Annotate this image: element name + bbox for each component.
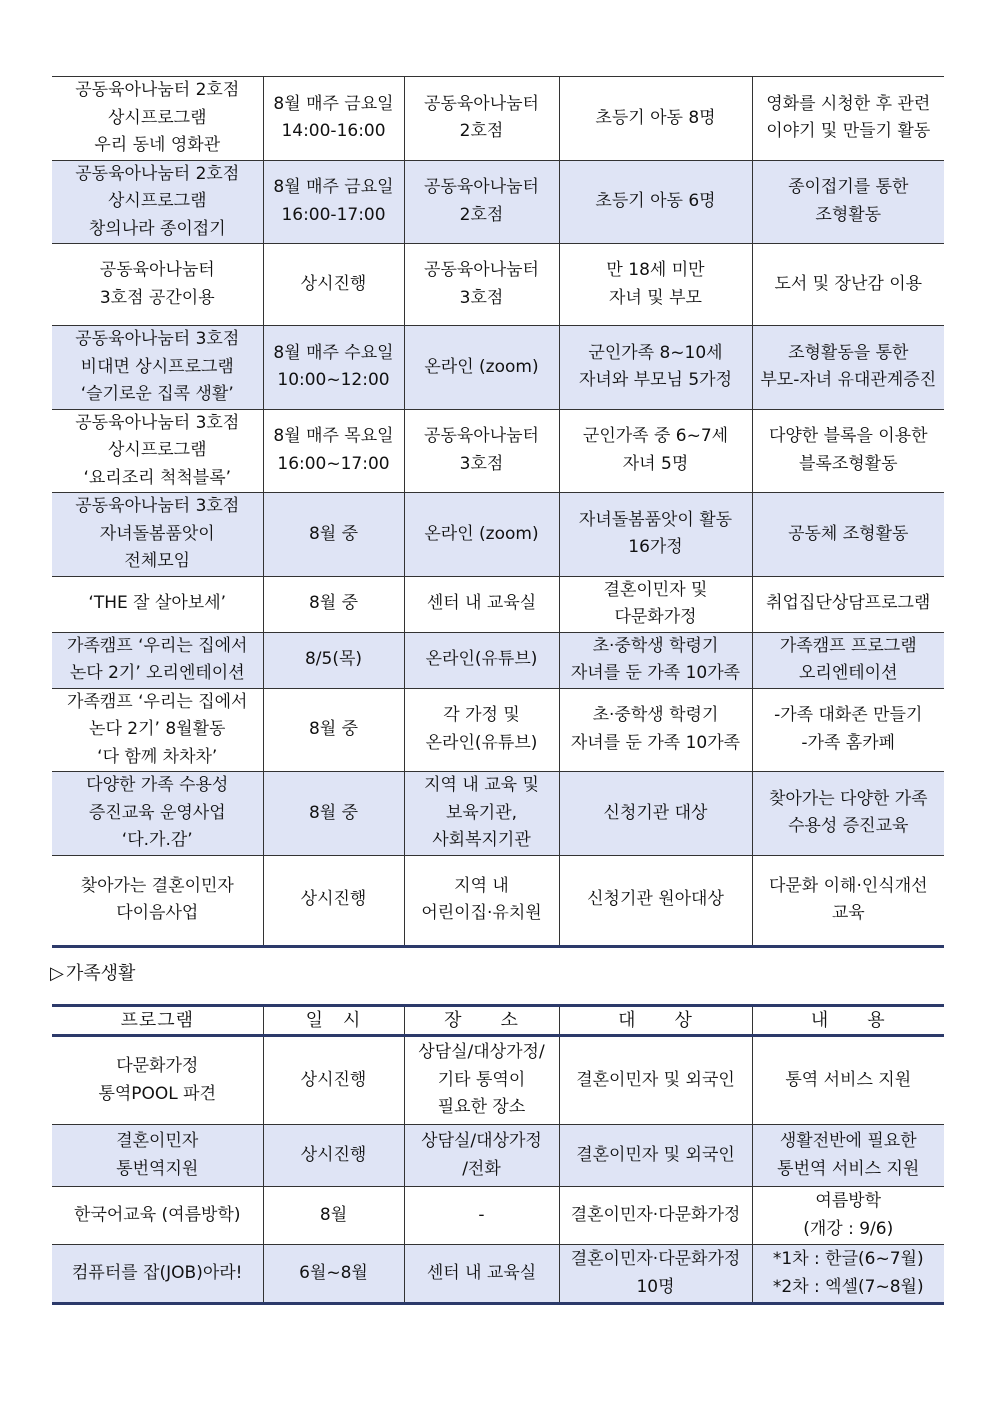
header-content: 내 용 [752,1006,944,1036]
cell-content [752,772,944,856]
cell-content [752,855,944,946]
cell-line: 8월 매주 금요일 [273,177,394,198]
cell-line: 3호점 공간이용 [99,287,215,308]
cell-line: 16:00~17:00 [277,453,390,474]
cell-line: 초등기 아동 6명 [595,191,716,211]
table-row [52,1036,944,1125]
header-place: 장 소 [404,1006,559,1036]
cell-place [404,244,559,326]
cell-datetime [263,1187,404,1245]
cell-line: 가족캠프 ‘우리는 집에서 [67,635,248,656]
header-program: 프로그램 [52,1006,263,1036]
cell-datetime [263,855,404,946]
cell-program [52,409,263,493]
cell-line: 8월 중 [308,802,359,823]
cell-target [559,1125,752,1187]
cell-datetime [263,1036,404,1125]
table-row [52,688,944,772]
cell-line: 공동육아나눔터 [424,177,539,198]
program-table-1 [52,76,944,948]
cell-line: 교육 [831,903,865,923]
cell-line: 공동육아나눔터 3호점 [75,329,240,349]
cell-line: 다양한 가족 수용성 [86,775,229,795]
cell-program [52,244,263,326]
cell-line: 논다 2기’ 오리엔테이션 [69,663,245,683]
cell-datetime [263,632,404,688]
cell-line: 8월 매주 금요일 [273,93,394,114]
cell-line: 비대면 상시프로그램 [80,356,234,377]
cell-place [404,409,559,493]
section-heading-family-life [50,962,135,986]
table-row [52,326,944,410]
cell-target [559,493,752,577]
cell-target [559,688,752,772]
cell-line: 결혼이민자 및 외국인 [576,1144,735,1165]
cell-line: (개강 : 9/6) [803,1218,894,1239]
cell-line: 센터 내 교육실 [426,1262,537,1283]
cell-line: 한국어교육 (여름방학) [74,1204,241,1225]
cell-target [559,1245,752,1304]
cell-line: 통역 서비스 지원 [785,1069,912,1090]
cell-line: 도서 및 장난감 이용 [774,273,923,294]
cell-line: 8월 중 [308,523,359,544]
cell-content [752,576,944,632]
cell-line: 결혼이민자 및 [603,579,708,600]
cell-line: 컴퓨터를 잡(JOB)아라! [72,1262,243,1283]
cell-line: 2호점 [459,204,504,225]
cell-datetime [263,409,404,493]
cell-line: 8월 매주 수요일 [273,342,394,363]
cell-line: -가족 대화존 만들기 [774,705,923,726]
cell-target [559,576,752,632]
cell-line: 가족캠프 ‘우리는 집에서 [67,691,248,712]
cell-line: 각 가정 및 [443,705,520,726]
cell-datetime [263,493,404,577]
cell-program [52,1125,263,1187]
table-row [52,772,944,856]
cell-line: 초·중학생 학령기 [592,635,719,656]
cell-target [559,409,752,493]
cell-line: 온라인(유튜브) [425,732,538,753]
cell-line: 지역 내 [454,875,509,896]
family-life-table [52,1004,944,1305]
header-datetime: 일 시 [263,1006,404,1036]
cell-line: 통번역 서비스 지원 [777,1158,920,1179]
cell-content [752,160,944,244]
cell-target [559,244,752,326]
cell-line: 16:00-17:00 [281,204,386,225]
cell-program [52,160,263,244]
cell-line: 상시진행 [300,273,367,294]
cell-content [752,326,944,410]
cell-line: 자녀돌봄품앗이 [99,523,215,544]
cell-line: 초·중학생 학령기 [592,705,719,726]
cell-line: /전화 [462,1158,501,1179]
cell-datetime [263,1245,404,1304]
cell-line: 논다 2기’ 8월활동 [89,719,226,739]
cell-line: 증진교육 운영사업 [88,802,226,823]
cell-program [52,855,263,946]
cell-line: 결혼이민자 및 외국인 [576,1069,735,1090]
cell-line: 공동육아나눔터 3호점 [75,412,240,433]
cell-line: 보육기관, [445,802,518,823]
cell-line: 자녀를 둔 가족 10가족 [570,732,741,753]
cell-content [752,632,944,688]
table-row [52,1187,944,1245]
cell-line: 8월 매주 목요일 [273,426,394,447]
cell-content [752,688,944,772]
cell-line: *1차 : 한글(6~7월) [772,1249,924,1269]
cell-place [404,632,559,688]
cell-program [52,632,263,688]
cell-line: 상시프로그램 [107,107,207,128]
cell-line: 공동육아나눔터 [424,426,539,447]
cell-line: 8월 중 [308,719,359,739]
cell-content [752,493,944,577]
cell-line: 자녀 5명 [622,453,689,474]
cell-line: 생활전반에 필요한 [779,1131,917,1151]
cell-line: 공동육아나눔터 [424,260,539,280]
cell-datetime [263,688,404,772]
cell-target [559,632,752,688]
cell-line: 종이접기를 통한 [788,177,909,198]
cell-place [404,1245,559,1304]
cell-line: 다이음사업 [116,903,199,923]
table-row [52,77,944,161]
cell-line: 수용성 증진교육 [788,816,909,837]
triangle-marker-icon: ▷ [50,963,64,984]
cell-line: 16가정 [628,537,683,558]
cell-place [404,1036,559,1125]
cell-line: 상시프로그램 [107,440,207,460]
cell-line: 자녀돌봄품앗이 활동 [578,509,733,530]
cell-line: 상시진행 [300,889,367,910]
cell-line: 조형활동 [815,204,882,225]
cell-line: 기타 통역이 [437,1069,526,1090]
cell-line: 자녀 및 부모 [609,287,702,308]
cell-place [404,1187,559,1245]
cell-line: 상시프로그램 [107,191,207,211]
cell-line: 신청기관 원아대상 [587,889,724,910]
cell-datetime [263,244,404,326]
cell-datetime [263,576,404,632]
cell-line: 공동육아나눔터 [424,93,539,114]
cell-place [404,1125,559,1187]
cell-program [52,77,263,161]
cell-content [752,77,944,161]
family-life-table-body [52,1036,944,1304]
cell-datetime [263,77,404,161]
cell-line: 창의나라 종이접기 [88,218,226,239]
cell-line: 상시진행 [300,1069,367,1090]
cell-line: 오리엔테이션 [798,663,898,683]
cell-line: 센터 내 교육실 [426,593,537,614]
table-row [52,493,944,577]
cell-place [404,688,559,772]
cell-line: 8월 [319,1204,348,1225]
table-row [52,160,944,244]
cell-line: 결혼이민자·다문화가정 [570,1204,741,1225]
cell-line: 여름방학 [815,1191,882,1211]
cell-line: 어린이집·유치원 [421,903,542,923]
cell-line: 공동육아나눔터 2호점 [75,80,240,100]
cell-line: 2호점 [459,121,504,142]
cell-line: 다문화 이해·인식개선 [768,875,928,896]
cell-program [52,493,263,577]
cell-line: 14:00-16:00 [281,121,386,142]
cell-program [52,688,263,772]
cell-program [52,576,263,632]
section-title: 가족생활 [65,963,136,984]
cell-target [559,1187,752,1245]
table-row [52,632,944,688]
cell-line: 6월~8월 [299,1262,368,1283]
cell-content [752,1187,944,1245]
cell-content [752,409,944,493]
cell-target [559,855,752,946]
cell-line: 온라인 (zoom) [424,523,539,544]
cell-line: -가족 홈카페 [801,732,896,753]
cell-place [404,77,559,161]
cell-content [752,1245,944,1304]
cell-content [752,244,944,326]
cell-line: 군인가족 중 6~7세 [582,426,729,447]
cell-line: ‘다 함께 차차차’ [97,746,218,767]
header-target: 대 상 [559,1006,752,1036]
table-row [52,244,944,326]
table-row [52,576,944,632]
cell-line: 취업집단상담프로그램 [766,593,931,614]
cell-line: 영화를 시청한 후 관련 [766,93,931,114]
cell-line: ‘THE 잘 살아보세’ [88,593,227,614]
cell-line: ‘요리조리 척척블록’ [83,467,232,488]
cell-program [52,772,263,856]
cell-line: 블록조형활동 [798,453,898,474]
cell-place [404,576,559,632]
cell-line: 3호점 [459,453,504,474]
cell-place [404,772,559,856]
cell-line: 우리 동네 영화관 [94,135,221,155]
cell-target [559,772,752,856]
cell-datetime [263,1125,404,1187]
cell-line: 조형활동을 통한 [788,342,909,363]
cell-line: ‘다.가.감’ [121,830,193,850]
cell-line: 찾아가는 결혼이민자 [80,875,234,896]
table-row [52,409,944,493]
cell-program [52,1245,263,1304]
cell-line: 부모-자녀 유대관계증진 [760,370,937,391]
cell-content [752,1036,944,1125]
cell-line: 전체모임 [124,551,191,571]
cell-line: 10:00~12:00 [277,370,390,391]
cell-line: 공동육아나눔터 [99,260,215,280]
cell-line: 8/5(목) [304,649,363,670]
cell-line: 사회복지기관 [432,830,531,850]
cell-line: 자녀를 둔 가족 10가족 [570,663,741,683]
cell-place [404,855,559,946]
table-row [52,1245,944,1304]
cell-line: 온라인 (zoom) [424,356,539,377]
cell-line: 공동체 조형활동 [788,523,909,544]
cell-line: *2차 : 엑셀(7~8월) [772,1276,924,1297]
cell-line: 온라인(유튜브) [425,649,538,670]
cell-line: 군인가족 8~10세 [588,342,723,363]
cell-line: 지역 내 교육 및 [424,775,539,795]
cell-line: 가족캠프 프로그램 [779,635,917,656]
cell-line: 필요한 장소 [437,1097,526,1118]
table-header-row [52,1006,944,1036]
cell-line: 상시진행 [300,1144,367,1165]
cell-line: 자녀와 부모님 5가정 [579,370,732,391]
cell-line: ‘슬기로운 집콕 생활’ [80,384,234,404]
cell-line: 통역POOL 파견 [98,1083,217,1104]
cell-line: 만 18세 미만 [606,260,705,280]
cell-line: 찾아가는 다양한 가족 [768,788,928,809]
cell-line: 8월 중 [308,593,359,614]
cell-datetime [263,160,404,244]
cell-line: 공동육아나눔터 2호점 [75,163,240,184]
cell-line: 다문화가정 [614,607,697,627]
cell-datetime [263,772,404,856]
cell-line: 상담실/대상가정 [421,1131,542,1151]
cell-line: 10명 [636,1276,675,1297]
cell-line: - [478,1204,485,1225]
cell-target [559,160,752,244]
cell-line: 상담실/대상가정/ [418,1042,545,1063]
cell-line: 이야기 및 만들기 활동 [766,121,931,142]
cell-line: 초등기 아동 8명 [595,107,716,128]
table-row [52,855,944,946]
cell-line: 통번역지원 [116,1158,199,1179]
cell-line: 다양한 블록을 이용한 [768,426,928,447]
cell-program [52,326,263,410]
cell-line: 공동육아나눔터 3호점 [75,496,240,516]
cell-datetime [263,326,404,410]
cell-line: 결혼이민자 [116,1131,199,1151]
cell-target [559,326,752,410]
program-table-1-body [52,77,944,947]
cell-program [52,1036,263,1125]
cell-line: 3호점 [459,287,504,308]
cell-content [752,1125,944,1187]
cell-line: 다문화가정 [116,1056,199,1076]
cell-program [52,1187,263,1245]
cell-place [404,326,559,410]
cell-line: 신청기관 대상 [603,802,708,823]
cell-place [404,160,559,244]
cell-target [559,1036,752,1125]
cell-place [404,493,559,577]
cell-line: 결혼이민자·다문화가정 [570,1249,741,1269]
table-row [52,1125,944,1187]
cell-target [559,77,752,161]
